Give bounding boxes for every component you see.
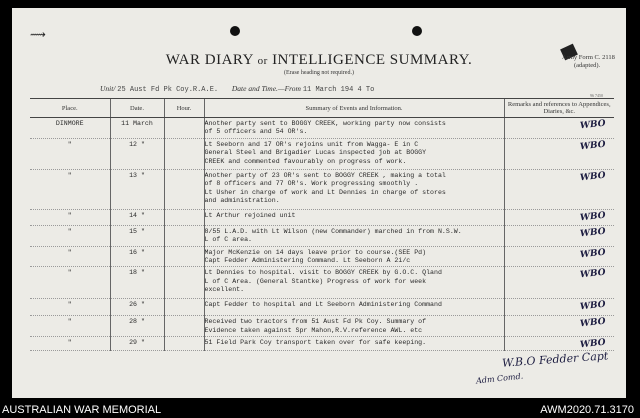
cell-date: 26 " [110,299,164,316]
initials: WBO [579,210,607,224]
table-row [30,267,614,299]
cell-date: 14 " [110,209,164,225]
form-adapted-text: (adapted). [574,62,601,69]
initials: WBO [579,118,607,132]
cell-remarks [504,316,614,337]
diary-table [30,98,614,351]
cell-place: DINMORE [30,118,110,139]
footer-accession: AWM2020.71.3170 [540,404,634,416]
cell-place: " [30,138,110,169]
initials: WBO [579,247,607,260]
punch-hole [412,26,422,36]
cell-hour [164,169,204,209]
date-label: Date and Time.—From [231,84,301,93]
cell-date: 12 " [110,138,164,169]
diary-page [12,8,626,398]
cell-hour [164,316,204,337]
cell-summary: Received two tractors from 51 Aust Fd Pk Coy. Summary of Evidence taken against Spr Mahon,R.V.reference AWL. etc [204,316,504,337]
cell-summary: Another party sent to BOGGY CREEK, working party now consists of 5 officers and 54 OR's. [204,118,504,139]
cell-summary: Major McKenzie on 14 days leave prior to course.(SEE Pd) Capt Fedder Administering Command. Lt Seeborn A 2i/c [204,246,504,267]
unit-value: 25 Aust Fd Pk Coy.R.A.E. [117,86,219,94]
cell-remarks [504,337,614,351]
table-row [30,118,614,139]
initials: WBO [579,139,607,153]
table-row [30,169,614,209]
cell-place: " [30,316,110,337]
cell-remarks [504,267,614,299]
cell-date: 29 " [110,337,164,351]
cell-hour [164,337,204,351]
cell-date: 28 " [110,316,164,337]
header-summary: Summary of Events and Information. [204,99,504,118]
cell-summary: Another party of 23 OR's sent to BOGGY CREEK , making a total of 8 officers and 77 OR's. Work progressing smoothly . Lt Usher in charge of work and Lt Dennies in charge of stores and administration. [204,169,504,209]
signature: W.B.O Fedder Capt [501,349,609,370]
cell-date: 11 March [110,118,164,139]
cell-summary: Lt Arthur rejoined unit [204,209,504,225]
cell-hour [164,138,204,169]
cell-date: 13 " [110,169,164,209]
bird-mark-icon: ⟿ [30,29,46,41]
cell-date: 16 " [110,246,164,267]
print-code: 96 7450 [590,93,603,98]
cell-hour [164,209,204,225]
date-value: 11 March 194 4 To [302,86,375,94]
cell-hour [164,118,204,139]
cell-remarks [504,169,614,209]
title-or: or [257,55,268,67]
table-row [30,246,614,267]
cell-summary: Capt Fedder to hospital and Lt Seeborn Administering Command [204,299,504,316]
table-row [30,138,614,169]
cell-hour [164,267,204,299]
cell-place: " [30,246,110,267]
cell-remarks [504,299,614,316]
table-header-row [30,99,614,118]
cell-place: " [30,169,110,209]
table-row [30,337,614,351]
cell-place: " [30,209,110,225]
cell-place: " [30,337,110,351]
cell-remarks [504,138,614,169]
cell-hour [164,299,204,316]
initials: WBO [579,337,607,351]
page-title [12,52,626,69]
title-intelligence-summary: INTELLIGENCE SUMMARY. [272,52,473,68]
initials: WBO [579,300,607,313]
initials: WBO [579,170,607,184]
cell-hour [164,225,204,246]
header-place: Place. [30,99,110,118]
form-code-text: Army Form C. 2118 [562,54,615,61]
title-war-diary: WAR DIARY [165,52,254,68]
cell-place: " [30,299,110,316]
unit-date-line [100,84,374,94]
cell-summary: 8/55 L.A.D. with Lt Wilson (new Commander) marched in from N.S.W. L of C area. [204,225,504,246]
header-date: Date. [110,99,164,118]
cell-summary: Lt Dennies to hospital. visit to BOGGY CREEK by G.O.C. Qland L of C Area. (General Stantke) Progress of work for week excellent. [204,267,504,299]
table-row [30,316,614,337]
initials: WBO [579,226,607,240]
table-row [30,299,614,316]
cell-place: " [30,225,110,246]
signature-title: Adm Comd. [475,371,524,386]
table-row [30,209,614,225]
cell-place: " [30,267,110,299]
cell-remarks [504,118,614,139]
cell-summary: 51 Field Park Coy transport taken over for safe keeping. [204,337,504,351]
header-hour: Hour. [164,99,204,118]
cell-date: 18 " [110,267,164,299]
unit-label: Unit/ [100,84,116,93]
erase-note: (Erase heading not required.) [284,70,354,76]
cell-summary: Lt Seeborn and 17 OR's rejoins unit from Wagga- E in C General Steel and Brigadier Lucas inspected job at BOGGY CREEK and commented favourably on progress of work. [204,138,504,169]
cell-remarks [504,246,614,267]
header-remarks: Remarks and references to Appendices, Diaries, &c. [504,99,614,118]
punch-hole [230,26,240,36]
cell-hour [164,246,204,267]
footer-source: AUSTRALIAN WAR MEMORIAL [2,404,162,416]
table-row [30,225,614,246]
cell-remarks [504,225,614,246]
cell-remarks [504,209,614,225]
initials: WBO [579,268,607,281]
cell-date: 15 " [110,225,164,246]
initials: WBO [579,317,607,330]
